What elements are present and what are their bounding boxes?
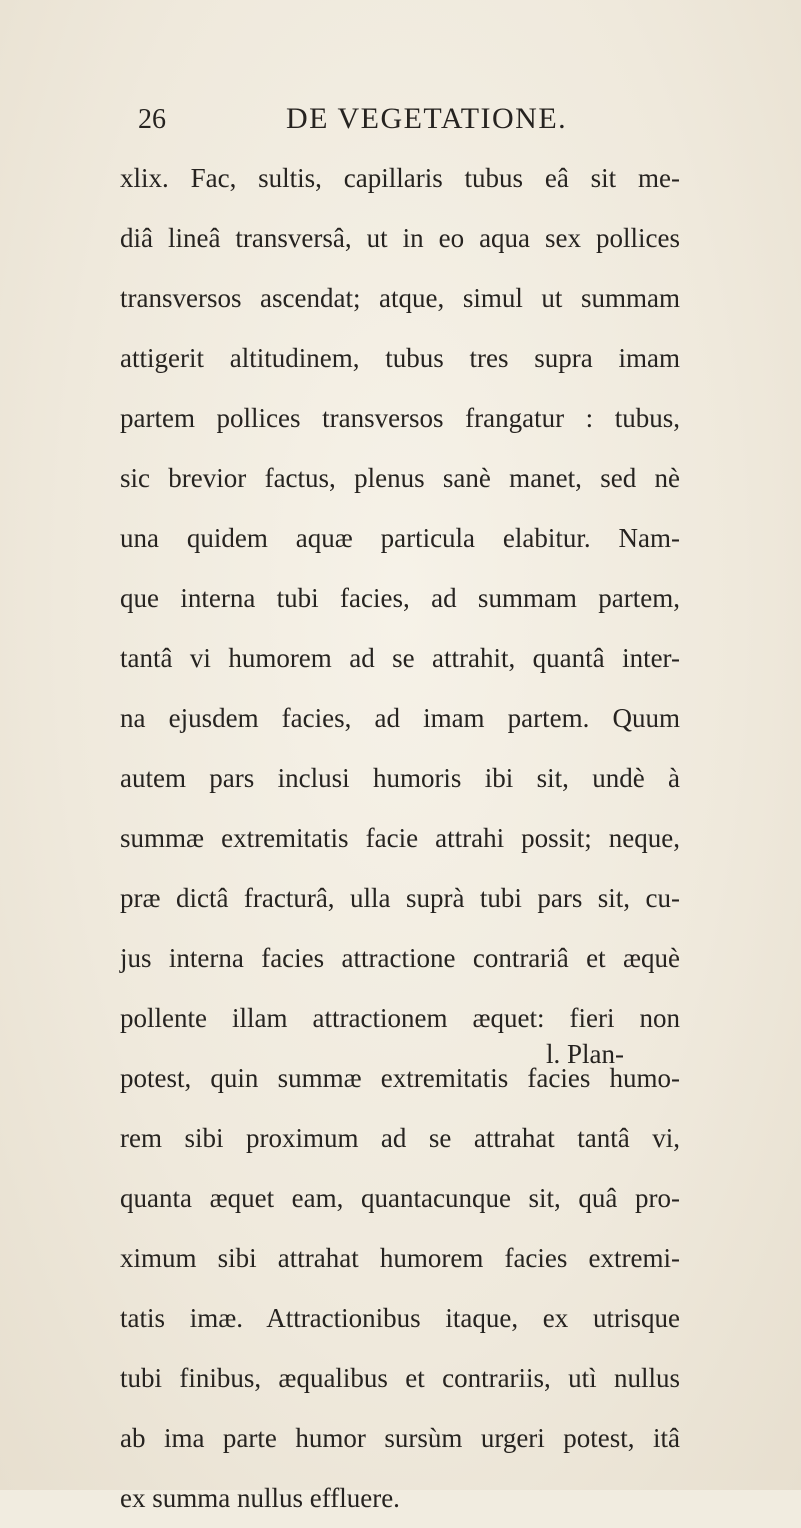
text-line: transversos ascendat; atque, simul ut summam: [120, 283, 680, 313]
text-line: rem sibi proximum ad se attrahat tantâ vi,: [120, 1123, 680, 1153]
text-line: jus interna facies attractione contrariâ et æquè: [120, 943, 680, 973]
text-line: xlix. Fac, sultis, capillaris tubus eâ sit me-: [120, 163, 680, 193]
text-line: ex summa nullus effluere.: [120, 1483, 400, 1513]
text-line: attigerit altitudinem, tubus tres supra imam: [120, 343, 680, 373]
text-line: que interna tubi facies, ad summam partem,: [120, 583, 680, 613]
text-line: autem pars inclusi humoris ibi sit, undè à: [120, 763, 680, 793]
text-line: tatis imæ. Attractionibus itaque, ex utrisque: [120, 1303, 680, 1333]
body-text: [120, 148, 680, 1528]
text-line: pollente illam attractionem æquet: fieri non: [120, 1003, 680, 1033]
text-line: sic brevior factus, plenus sanè manet, sed nè: [120, 463, 680, 493]
text-line: tantâ vi humorem ad se attrahit, quantâ inter-: [120, 643, 680, 673]
text-line: quanta æquet eam, quantacunque sit, quâ pro-: [120, 1183, 680, 1213]
text-line: potest, quin summæ extremitatis facies humo-: [120, 1063, 680, 1093]
text-line: ab ima parte humor sursùm urgeri potest, itâ: [120, 1423, 680, 1453]
text-line: præ dictâ fracturâ, ulla suprà tubi pars sit, cu-: [120, 883, 680, 913]
text-line: tubi finibus, æqualibus et contrariis, utì nullus: [120, 1363, 680, 1393]
page-number: 26: [138, 104, 166, 135]
text-line: ximum sibi attrahat humorem facies extremi-: [120, 1243, 680, 1273]
text-line: summæ extremitatis facie attrahi possit; neque,: [120, 823, 680, 853]
catchword: l. Plan-: [546, 1039, 624, 1069]
text-line: partem pollices transversos frangatur : tubus,: [120, 403, 680, 433]
text-line: una quidem aquæ particula elabitur. Nam-: [120, 523, 680, 553]
text-line: diâ lineâ transversâ, ut in eo aqua sex pollices: [120, 223, 680, 253]
running-head: DE VEGETATIONE.: [286, 102, 568, 135]
text-line: na ejusdem facies, ad imam partem. Quum: [120, 703, 680, 733]
page-header: [0, 0, 801, 140]
